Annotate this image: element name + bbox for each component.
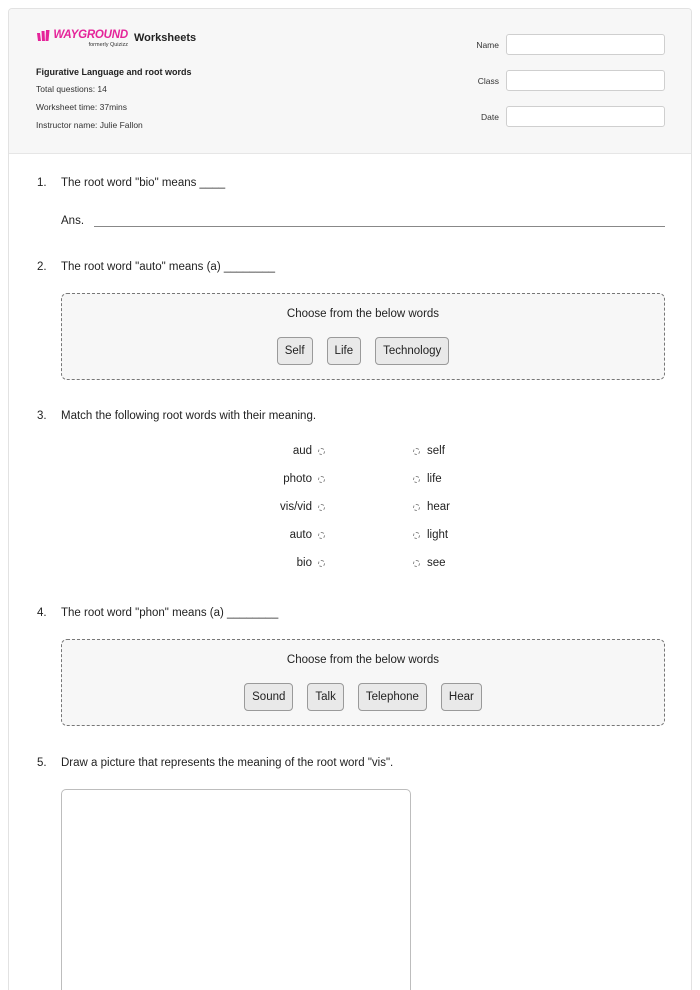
match-right-item: light: [427, 529, 449, 541]
logo-text: WAYGROUND: [53, 29, 128, 41]
date-label: Date: [481, 111, 499, 122]
question-3: [37, 410, 316, 422]
word-bank-title: Choose from the below words: [286, 308, 440, 320]
match-right-dot[interactable]: [413, 532, 420, 539]
class-input[interactable]: [506, 70, 665, 91]
question-2: [37, 261, 275, 273]
match-right-item: self: [427, 445, 445, 457]
match-left-dot[interactable]: [318, 476, 325, 483]
question-text: The root word "bio" means ____: [61, 177, 226, 189]
choice-chip[interactable]: Life: [327, 337, 362, 365]
instructor-name: Instructor name: Julie Fallon: [36, 120, 143, 130]
answer-row-1: [61, 212, 665, 227]
match-right-item: hear: [427, 501, 451, 513]
answer-label: Ans.: [61, 215, 85, 227]
name-label: Name: [476, 39, 499, 50]
match-right-item: life: [427, 473, 442, 485]
match-right-dot[interactable]: [413, 476, 420, 483]
choice-chip[interactable]: Sound: [244, 683, 293, 711]
logo-mark-icon: [37, 30, 51, 41]
brand: [36, 29, 196, 48]
match-right-dot[interactable]: [413, 560, 420, 567]
word-bank-2: [61, 293, 665, 380]
match-left-dot[interactable]: [318, 560, 325, 567]
date-field-row: [449, 106, 665, 127]
question-text: Draw a picture that represents the meaning of the root word "vis".: [61, 757, 394, 769]
date-input[interactable]: [506, 106, 665, 127]
question-number: 3.: [37, 410, 47, 422]
name-input[interactable]: [506, 34, 665, 55]
question-text: Match the following root words with their meaning.: [61, 410, 317, 422]
question-number: 5.: [37, 757, 47, 769]
question-text: The root word "auto" means (a) ________: [61, 261, 276, 273]
match-right-item: see: [427, 557, 446, 569]
word-bank-4: [61, 639, 665, 726]
total-questions: Total questions: 14: [36, 84, 107, 94]
match-left-dot[interactable]: [318, 448, 325, 455]
choice-chip[interactable]: Telephone: [358, 683, 427, 711]
match-left-item: bio: [296, 557, 312, 569]
match-left-dot[interactable]: [318, 504, 325, 511]
match-left-item: auto: [289, 529, 312, 541]
match-left-item: photo: [283, 473, 312, 485]
class-field-row: [449, 70, 665, 91]
question-1: [37, 177, 225, 189]
wayground-logo: [36, 29, 128, 48]
worksheet-time: Worksheet time: 37mins: [36, 102, 128, 112]
question-number: 4.: [37, 607, 47, 619]
match-left-item: aud: [292, 445, 312, 457]
answer-line[interactable]: [94, 212, 665, 227]
question-number: 2.: [37, 261, 47, 273]
question-number: 1.: [37, 177, 47, 189]
choice-chip[interactable]: Technology: [375, 337, 449, 365]
question-5: [37, 757, 393, 769]
match-left-dot[interactable]: [318, 532, 325, 539]
question-4: [37, 607, 278, 619]
drawing-area[interactable]: [61, 789, 411, 990]
worksheet-title: Figurative Language and root words: [36, 67, 192, 77]
question-text: The root word "phon" means (a) ________: [61, 607, 279, 619]
choice-chip[interactable]: Self: [277, 337, 313, 365]
choice-chip[interactable]: Talk: [307, 683, 343, 711]
choice-chip[interactable]: Hear: [441, 683, 482, 711]
logo-subtitle: formerly Quizizz: [88, 42, 128, 48]
class-label: Class: [477, 75, 499, 86]
word-bank-title: Choose from the below words: [286, 654, 440, 666]
match-right-dot[interactable]: [413, 504, 420, 511]
worksheet-page: [8, 8, 692, 990]
match-right-dot[interactable]: [413, 448, 420, 455]
match-left-item: vis/vid: [280, 501, 312, 513]
name-field-row: [449, 34, 665, 55]
brand-title: Worksheets: [134, 32, 197, 44]
worksheet-header: [9, 9, 691, 154]
